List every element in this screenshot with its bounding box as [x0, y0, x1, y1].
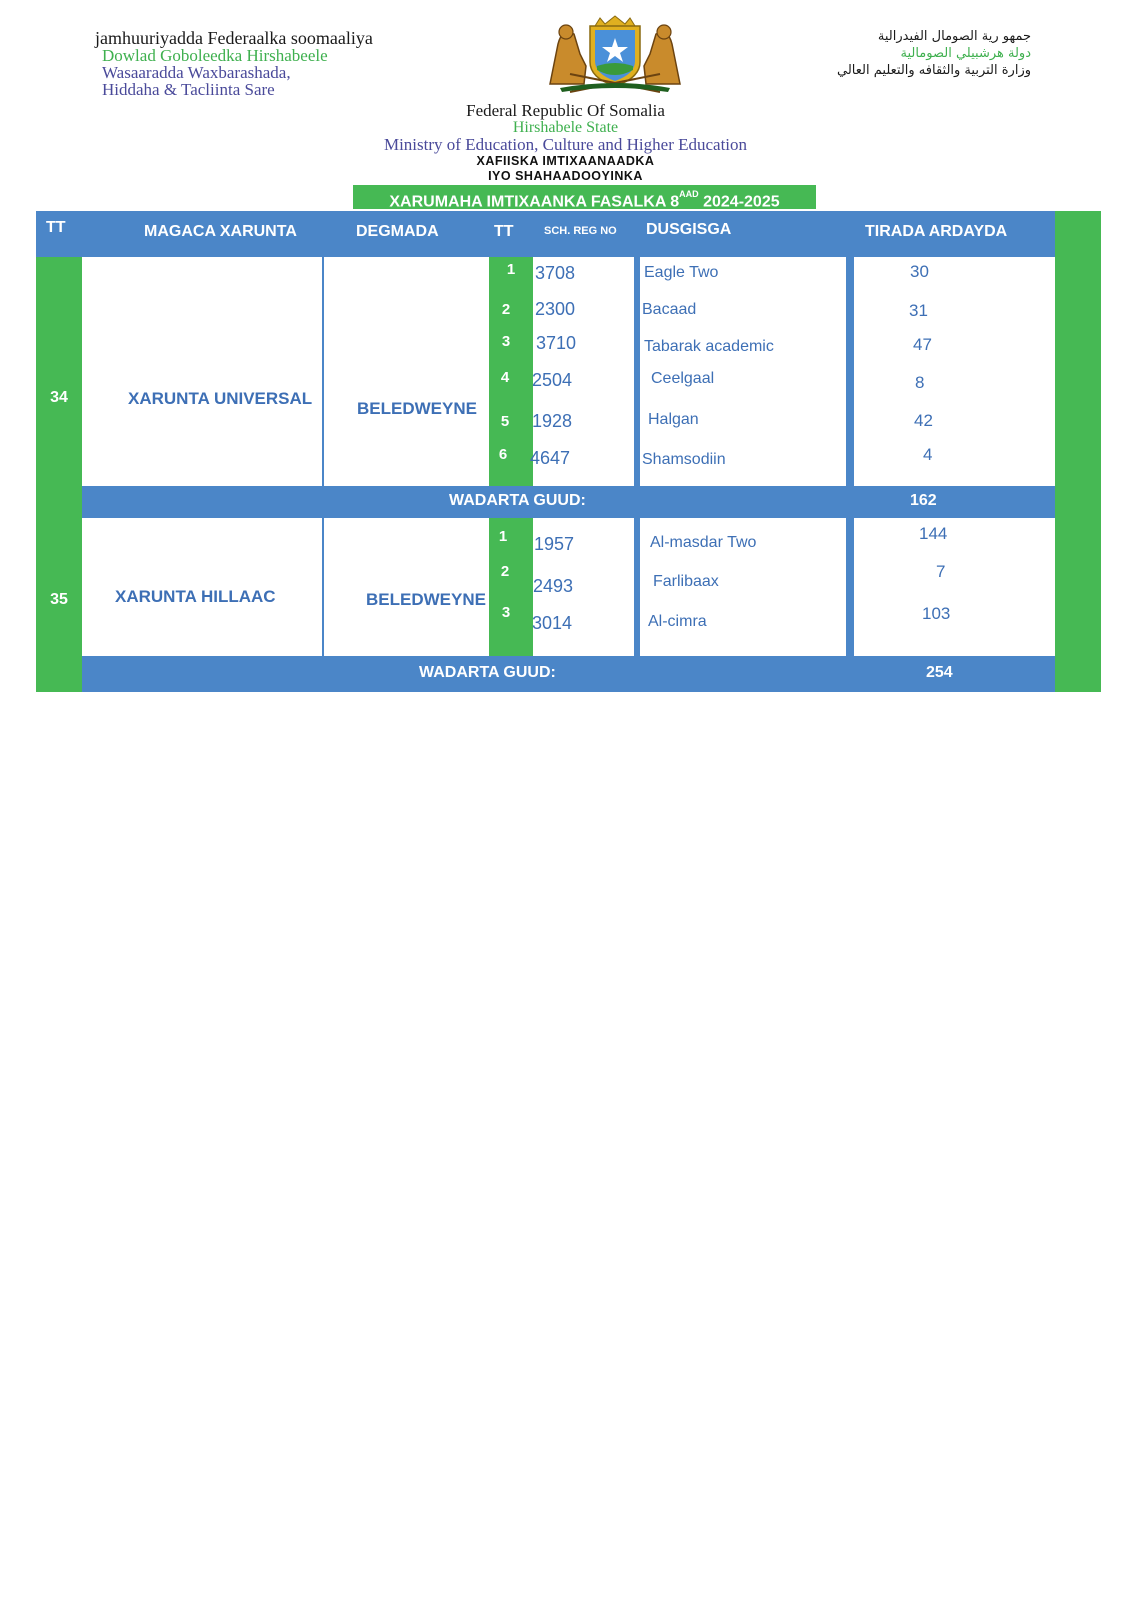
header-english-block: [0, 102, 1131, 184]
row-number: 3: [501, 604, 511, 621]
student-count: 103: [922, 604, 951, 623]
school-reg-no: 3710: [536, 333, 577, 353]
school-reg-no: 3014: [532, 613, 573, 633]
student-count: 8: [915, 373, 925, 392]
school-name: Shamsodiin: [642, 451, 726, 468]
school-name: Al-masdar Two: [650, 534, 757, 551]
banner-superscript: AAD: [679, 189, 699, 199]
banner-year: 2024-2025: [703, 193, 780, 211]
group-tt-number: 35: [50, 591, 68, 608]
header-line: Wasaaradda Waxbarashada,: [102, 63, 291, 82]
school-reg-no: 2504: [532, 370, 573, 390]
divider: [322, 257, 324, 486]
row-number: 5: [500, 413, 510, 430]
total-label: WADARTA GUUD:: [419, 664, 556, 681]
school-name: Halgan: [648, 411, 699, 428]
row-number: 1: [506, 261, 516, 278]
district-name: BELEDWEYNE: [357, 399, 477, 418]
col-header-school: DUSGISGA: [646, 221, 732, 238]
student-count: 47: [913, 335, 932, 354]
col-header-tt: TT: [46, 219, 66, 236]
center-name: XARUNTA HILLAAC: [115, 587, 276, 606]
center-name: XARUNTA UNIVERSAL: [128, 389, 313, 408]
school-name: Tabarak academic: [644, 338, 774, 355]
divider: [846, 257, 854, 486]
coat-of-arms-emblem: [540, 14, 690, 94]
header-somali-block: [95, 30, 373, 98]
col-header-district: DEGMADA: [356, 223, 439, 240]
school-reg-no: 2300: [535, 299, 576, 319]
school-name: Al-cimra: [648, 613, 707, 630]
header-line: Hiddaha & Tacliinta Sare: [102, 80, 275, 99]
header-right-corner: [1055, 211, 1101, 257]
header-line: دولة هرشبيلي الصومالية: [900, 46, 1031, 61]
col-header-center: MAGACA XARUNTA: [144, 223, 297, 240]
school-name: Eagle Two: [644, 264, 719, 281]
tt-column-bg: [36, 257, 82, 692]
student-count: 4: [923, 445, 933, 464]
school-reg-no: 1928: [532, 411, 573, 431]
divider: [322, 518, 324, 656]
row-number: 4: [500, 369, 510, 386]
col-header-sch-reg: SCH. REG NO: [544, 225, 617, 237]
school-name: Bacaad: [642, 301, 697, 318]
row-number: 2: [501, 301, 511, 318]
header-line: Ministry of Education, Culture and Higher Education: [383, 135, 748, 154]
row-number: 3: [501, 333, 511, 350]
col-header-tt2: TT: [494, 223, 514, 240]
header-arabic-block: [837, 28, 1031, 79]
header-line: جمهو رية الصومال الفيدرالية: [877, 29, 1031, 44]
total-label: WADARTA GUUD:: [449, 492, 586, 509]
header-line: IYO SHAHAADOOYINKA: [488, 169, 643, 183]
student-count: 31: [909, 301, 928, 320]
col-header-student-count: TIRADA ARDAYDA: [865, 223, 1008, 240]
total-value: 162: [910, 492, 937, 509]
header-line: jamhuuriyadda Federaalka soomaaliya: [95, 28, 373, 48]
total-row: [82, 656, 1055, 692]
header-line: وزارة التربية والثقافه والتعليم العالي: [837, 63, 1031, 78]
student-count: 7: [936, 562, 946, 581]
school-reg-no: 3708: [535, 263, 576, 283]
header-line: Dowlad Goboleedka Hirshabeele: [102, 46, 328, 65]
right-border-bg: [1055, 211, 1101, 692]
student-count: 144: [919, 524, 948, 543]
divider: [634, 257, 640, 486]
student-count: 42: [914, 411, 933, 430]
header-line: Federal Republic Of Somalia: [466, 101, 665, 120]
group-tt-number: 34: [50, 389, 68, 406]
divider: [634, 518, 640, 656]
school-name: Ceelgaal: [651, 370, 715, 387]
school-reg-no: 2493: [533, 576, 574, 596]
school-name: Farlibaax: [653, 573, 719, 590]
divider: [846, 518, 854, 656]
header-line: Hirshabele State: [512, 119, 619, 136]
school-reg-no: 1957: [534, 534, 575, 554]
row-number: 6: [498, 446, 508, 463]
banner-title: XARUMAHA IMTIXAANKA FASALKA 8: [389, 193, 680, 211]
student-count: 30: [910, 262, 929, 281]
header-line: XAFIISKA IMTIXAANAADKA: [476, 154, 655, 168]
row-number: 2: [500, 563, 510, 580]
total-value: 254: [926, 664, 953, 681]
document-title-banner: [353, 185, 816, 209]
row-number: 1: [498, 528, 508, 545]
exam-centers-table: [36, 211, 1101, 692]
school-reg-no: 4647: [530, 448, 571, 468]
district-name: BELEDWEYNE: [366, 590, 486, 609]
